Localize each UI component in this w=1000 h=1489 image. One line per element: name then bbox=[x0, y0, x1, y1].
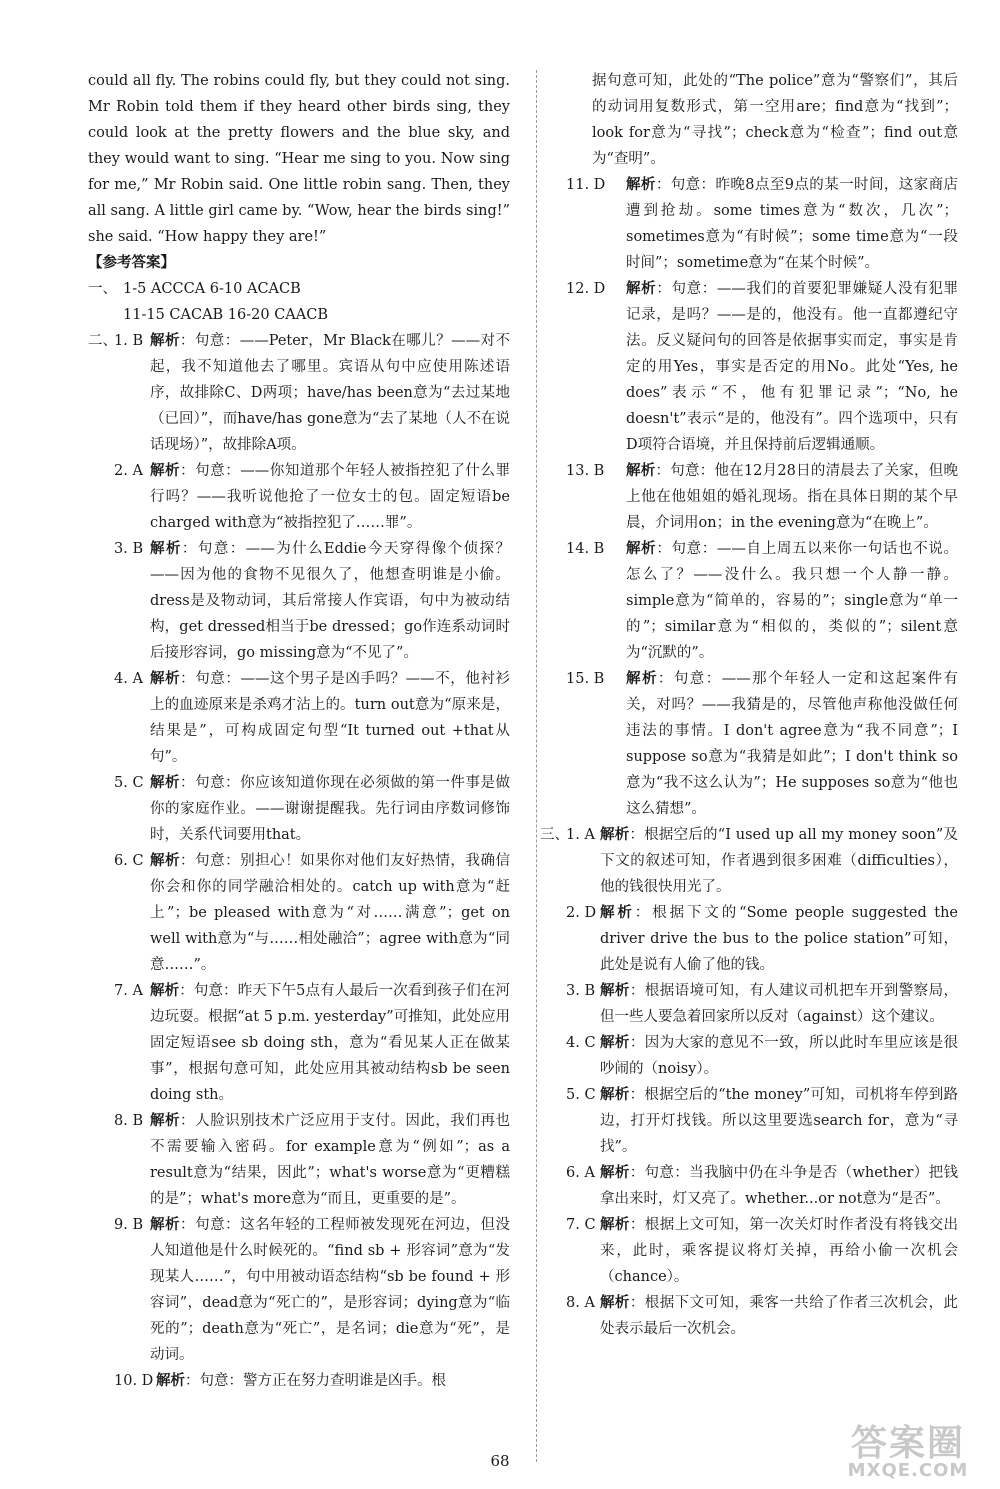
analysis-text: ：根据空后的“the money”可知，司机将车停到路边，打开灯找钱。所以这里要选search for，意为“寻找”。 bbox=[600, 1087, 959, 1155]
item-number: 3. B bbox=[566, 983, 596, 999]
item-number: 7. A bbox=[114, 983, 143, 999]
answers-heading: 【参考答案】 bbox=[88, 255, 175, 271]
answer-item-2-6 bbox=[88, 848, 510, 978]
analysis-label: 解析 bbox=[156, 1373, 185, 1389]
analysis-label: 解析 bbox=[150, 1217, 181, 1233]
analysis-text: ：根据下文可知，乘客一共给了作者三次机会，此处表示最后一次机会。 bbox=[600, 1295, 959, 1337]
part1-label: 一、 bbox=[88, 281, 117, 297]
item-number: 14. B bbox=[566, 541, 605, 557]
answer-item-2-4 bbox=[88, 666, 510, 770]
passage-continuation: could all fly. The robins could fly, but they could not sing. Mr Robin told them if they heard other birds sing, they could look at the pretty flowers and the blue sky, and they would want to sing. “Hear me sing to you. Now sing for me,” Mr Robin said. One little robin sang. Then, they all sang. A little girl came by. “Wow, hear the birds sing!” she said. “How happy they are!” bbox=[88, 73, 510, 245]
analysis-label: 解析 bbox=[150, 1113, 181, 1129]
analysis-label: 解析 bbox=[626, 671, 658, 687]
analysis-label: 解析 bbox=[150, 463, 181, 479]
analysis-text: ：句意：他在12月28日的清晨去了关家，但晚上他在他姐姐的婚礼现场。指在具体日期的某个早晨，介词用on；in the evening意为“在晚上”。 bbox=[626, 463, 959, 531]
item-number: 4. A bbox=[114, 671, 143, 687]
analysis-text: ：根据下文的“Some people suggested the driver drive the bus to the police station”可知，此处是说有人偷了他的钱。 bbox=[600, 905, 958, 973]
item-number: 6. C bbox=[114, 853, 144, 869]
item-number: 7. C bbox=[566, 1217, 596, 1233]
item-number: 5. C bbox=[566, 1087, 596, 1103]
analysis-label: 解析 bbox=[150, 775, 181, 791]
answer-item-3-4 bbox=[566, 1030, 958, 1082]
analysis-text: ：句意：警方正在努力查明谁是凶手。根 bbox=[185, 1373, 446, 1389]
answer-item-2-15 bbox=[566, 666, 958, 822]
answer-item-2-9 bbox=[88, 1212, 510, 1368]
answer-item-2-10 bbox=[88, 1368, 510, 1394]
analysis-text: ：句意：当我脑中仍在斗争是否（whether）把钱拿出来时，灯又亮了。whether...or not意为“是否”。 bbox=[600, 1165, 958, 1207]
analysis-text: ：根据上文可知，第一次关灯时作者没有将钱交出来，此时，乘客提议将灯关掉，再给小偷一次机会（chance）。 bbox=[600, 1217, 959, 1285]
item-number: 3. B bbox=[114, 541, 144, 557]
item-number: 12. D bbox=[566, 281, 606, 297]
answer-item-3-7 bbox=[566, 1212, 958, 1290]
answer-item-2-12 bbox=[566, 276, 958, 458]
item-number: 10. D bbox=[114, 1373, 154, 1389]
item-number: 9. B bbox=[114, 1217, 144, 1233]
analysis-label: 解析 bbox=[600, 905, 635, 921]
page-number: 68 bbox=[490, 1452, 510, 1470]
item-number: 8. A bbox=[566, 1295, 595, 1311]
part1-line1: 1-5 ACCCA 6-10 ACACB bbox=[123, 281, 301, 297]
analysis-label: 解析 bbox=[150, 541, 182, 557]
analysis-label: 解析 bbox=[626, 177, 656, 193]
answer-item-3-1 bbox=[540, 822, 958, 900]
answer-item-2-14 bbox=[566, 536, 958, 666]
part2-label: 二、 bbox=[88, 333, 117, 349]
analysis-text: ：句意：你应该知道你现在必须做的第一件事是做你的家庭作业。——谢谢提醒我。先行词由序数词修饰时，关系代词要用that。 bbox=[150, 775, 511, 843]
analysis-text: ：句意：昨晚8点至9点的某一时间，这家商店遭到抢劫。some times意为“数次，几次”；sometimes意为“有时候”；some time意为“一段时间”；sometime意为“在某个时候”。 bbox=[626, 177, 959, 271]
analysis-text: ：句意：——这个男子是凶手吗？——不，他衬衫上的血迹原来是杀鸡才沾上的。turn out意为“原来是，结果是”，可构成固定句型“It turned out +that从句”。 bbox=[150, 671, 511, 765]
answer-item-2-3 bbox=[88, 536, 510, 666]
answer-item-2-1 bbox=[88, 328, 510, 458]
analysis-text: ：根据空后的“I used up all my money soon”及下文的叙述可知，作者遇到很多困难（difficulties），他的钱很快用光了。 bbox=[600, 827, 958, 895]
analysis-text: ：句意：——那个年轻人一定和这起案件有关，对吗？——我猜是的，尽管他声称他没做任何违法的事情。I don't agree意为“我不同意”；I suppose so意为“我猜是如此”；I don't think so意为“我不这么认为”；He supposes so意为“他也这么猜想”。 bbox=[626, 671, 959, 817]
analysis-text: ：句意：——你知道那个年轻人被指控犯了什么罪行吗？——我听说他抢了一位女士的包。固定短语be charged with意为“被指控犯了……罪”。 bbox=[150, 463, 511, 531]
analysis-text: ：句意：——为什么Eddie今天穿得像个侦探？——因为他的食物不见很久了，他想查明谁是小偷。dress是及物动词，其后常接人作宾语，句中为被动结构，get dressed相当于be dressed；go作连系动词时后接形容词，go missing意为“不见了”。 bbox=[150, 541, 511, 661]
item-number: 13. B bbox=[566, 463, 605, 479]
analysis-label: 解析 bbox=[150, 983, 180, 999]
item-number: 4. C bbox=[566, 1035, 596, 1051]
item-number: 8. B bbox=[114, 1113, 144, 1129]
watermark-text: 答案圈 bbox=[850, 1423, 965, 1464]
left-column bbox=[88, 68, 510, 1394]
answer-item-2-10-continued bbox=[566, 68, 958, 172]
analysis-text: ：句意：——Peter，Mr Black在哪儿？——对不起，我不知道他去了哪里。宾语从句中应使用陈述语序，故排除C、D两项；have/has been意为“去过某地（已回）”，而have/has gone意为“去了某地（人不在说话现场）”，故排除A项。 bbox=[150, 333, 510, 453]
analysis-label: 解析 bbox=[600, 1295, 630, 1311]
analysis-label: 解析 bbox=[150, 671, 181, 687]
part3-label: 三、 bbox=[540, 827, 569, 843]
item-number: 1. B bbox=[114, 333, 144, 349]
analysis-label: 解析 bbox=[150, 333, 180, 349]
analysis-text: ：人脸识别技术广泛应用于支付。因此，我们再也不需要输入密码。for example意为“例如”；as a result意为“结果，因此”；what's worse意为“更糟糕的是”；what's more意为“而且，更重要的是”。 bbox=[150, 1113, 511, 1207]
analysis-text: ：句意：——自上周五以来你一句话也不说。怎么了？——没什么。我只想一个人静一静。simple意为“简单的，容易的”；single意为“单一的”；similar意为“相似的，类似的”；silent意为“沉默的”。 bbox=[626, 541, 959, 661]
answer-item-3-3 bbox=[566, 978, 958, 1030]
answer-item-2-13 bbox=[566, 458, 958, 536]
watermark-logo bbox=[828, 1415, 988, 1481]
answer-item-3-6 bbox=[566, 1160, 958, 1212]
analysis-label: 解析 bbox=[626, 541, 657, 557]
analysis-label: 解析 bbox=[600, 1165, 630, 1181]
answer-item-2-2 bbox=[88, 458, 510, 536]
item-number: 15. B bbox=[566, 671, 605, 687]
answer-item-2-11 bbox=[566, 172, 958, 276]
answer-item-3-5 bbox=[566, 1082, 958, 1160]
analysis-label: 解析 bbox=[600, 1087, 630, 1103]
watermark-url: MXQE.COM bbox=[847, 1460, 969, 1481]
analysis-label: 解析 bbox=[626, 463, 656, 479]
analysis-text: ：句意：这名年轻的工程师被发现死在河边，但没人知道他是什么时候死的。“find sb + 形容词”意为“发现某人……”，句中用被动语态结构“sb be found + 形容词”，dead意为“死亡的”，是形容词；dying意为“临死的”；death意为“死亡”，是名词；die意为“死”，是动词。 bbox=[150, 1217, 511, 1363]
analysis-label: 解析 bbox=[600, 983, 630, 999]
analysis-text: ：根据语境可知，有人建议司机把车开到警察局，但一些人要急着回家所以反对（against）这个建议。 bbox=[600, 983, 959, 1025]
item-number: 5. C bbox=[114, 775, 144, 791]
analysis-label: 解析 bbox=[600, 1217, 630, 1233]
answer-item-3-2 bbox=[566, 900, 958, 978]
column-divider bbox=[536, 70, 537, 1462]
item-number: 2. D bbox=[566, 905, 597, 921]
analysis-text: ：因为大家的意见不一致，所以此时车里应该是很吵闹的（noisy）。 bbox=[600, 1035, 959, 1077]
analysis-label: 解析 bbox=[600, 1035, 630, 1051]
analysis-text: 据句意可知，此处的“The police”意为“警察们”，其后的动词用复数形式，第一空用are；find意为“找到”；look for意为“寻找”；check意为“检查”；find out意为“查明”。 bbox=[592, 73, 958, 167]
answer-item-2-7 bbox=[88, 978, 510, 1108]
analysis-text: ：句意：别担心！如果你对他们友好热情，我确信你会和你的同学融洽相处的。catch up with意为“赶上”；be pleased with意为“对……满意”；get on well with意为“与……相处融洽”；agree with意为“同意……”。 bbox=[150, 853, 511, 973]
item-number: 2. A bbox=[114, 463, 143, 479]
part1-line2: 11-15 CACAB 16-20 CAACB bbox=[123, 307, 329, 323]
analysis-text: ：句意：——我们的首要犯罪嫌疑人没有犯罪记录，是吗？——是的，他没有。他一直都遵纪守法。反义疑问句的回答是依据事实而定，事实是肯定的用Yes，事实是否定的用No。此处“Yes, he does”表示“不，他有犯罪记录”；“No, he doesn't”表示“是的，他没有”。四个选项中，只有D项符合语境，并且保持前后逻辑通顺。 bbox=[626, 281, 959, 453]
answer-item-3-8 bbox=[566, 1290, 958, 1342]
analysis-label: 解析 bbox=[150, 853, 181, 869]
item-number: 11. D bbox=[566, 177, 606, 193]
right-column bbox=[540, 68, 959, 1342]
item-number: 6. A bbox=[566, 1165, 595, 1181]
answer-item-2-8 bbox=[88, 1108, 510, 1212]
part1-answers bbox=[88, 276, 510, 328]
analysis-label: 解析 bbox=[626, 281, 657, 297]
analysis-label: 解析 bbox=[600, 827, 630, 843]
answer-item-2-5 bbox=[88, 770, 510, 848]
analysis-text: ：句意：昨天下午5点有人最后一次看到孩子们在河边玩耍。根据“at 5 p.m. yesterday”可推知，此处应用固定短语see sb doing sth，意为“看见某人正在做某事”，根据句意可知，此处应用其被动结构sb be seen doing sth。 bbox=[150, 983, 510, 1103]
item-number: 1. A bbox=[566, 827, 595, 843]
